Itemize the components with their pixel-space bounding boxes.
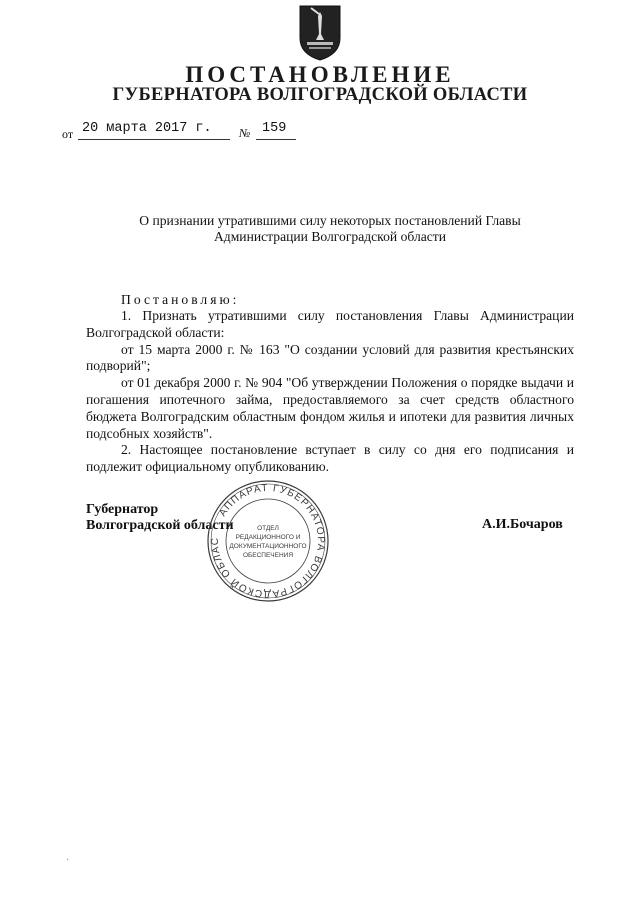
document-number: 159 [262,121,287,136]
date-prefix: от [62,127,74,141]
seal-inner-line-3: ДОКУМЕНТАЦИОННОГО [229,543,307,550]
subject-line-2: Администрации Волгоградской области [213,229,447,244]
seal-inner-line-4: ОБЕСПЕЧЕНИЯ [242,552,294,559]
number-label: № [239,126,251,140]
date-underline [78,139,230,140]
document-body [86,308,574,476]
signer-name: А.И.Бочаров [482,517,563,532]
decree-word: Постановляю: [121,292,240,307]
paragraph-2: от 15 марта 2000 г. № 163 "О создании условий для развития крестьянских подворий"; [86,341,574,374]
paragraph-3: от 01 декабря 2000 г. № 904 "Об утверждении Положения о порядке выдачи и погашения ипотечного займа, предоставляемого за счет средств областного бюджета Волгоградским областным фондом жилья и ипотеки для развития личных подсобных хозяйств". [86,375,574,441]
paragraph-1: 1. Признать утратившими силу постановления Главы Администрации Волгоградской области: [86,308,574,340]
signer-position-line-1: Губернатор [86,502,159,517]
paragraph-4: 2. Настоящее постановление вступает в силу со дня его подписания и подлежит официальному опубликованию. [86,442,574,475]
seal-inner-line-1: ОТДЕЛ [257,525,279,532]
coat-of-arms-icon [297,4,343,62]
signer-position-line-2: Волгоградской области [86,518,234,533]
official-seal [205,478,331,604]
document-title: ПОСТАНОВЛЕНИЕ [185,62,455,87]
subject-line-1: О признании утратившими силу некоторых постановлений Главы [139,213,521,228]
document-date: 20 марта 2017 г. [82,121,212,136]
document-subtitle: ГУБЕРНАТОРА ВОЛГОГРАДСКОЙ ОБЛАСТИ [112,85,528,105]
seal-outer-text: АППАРАТ ГУБЕРНАТОРА ВОЛГОГРАДСКОЙ ОБЛАС [209,482,327,600]
number-underline [256,139,296,140]
document-subject [90,213,570,245]
margin-mark: · [66,855,70,866]
seal-inner-line-2: РЕДАКЦИОННОГО И [235,534,301,541]
